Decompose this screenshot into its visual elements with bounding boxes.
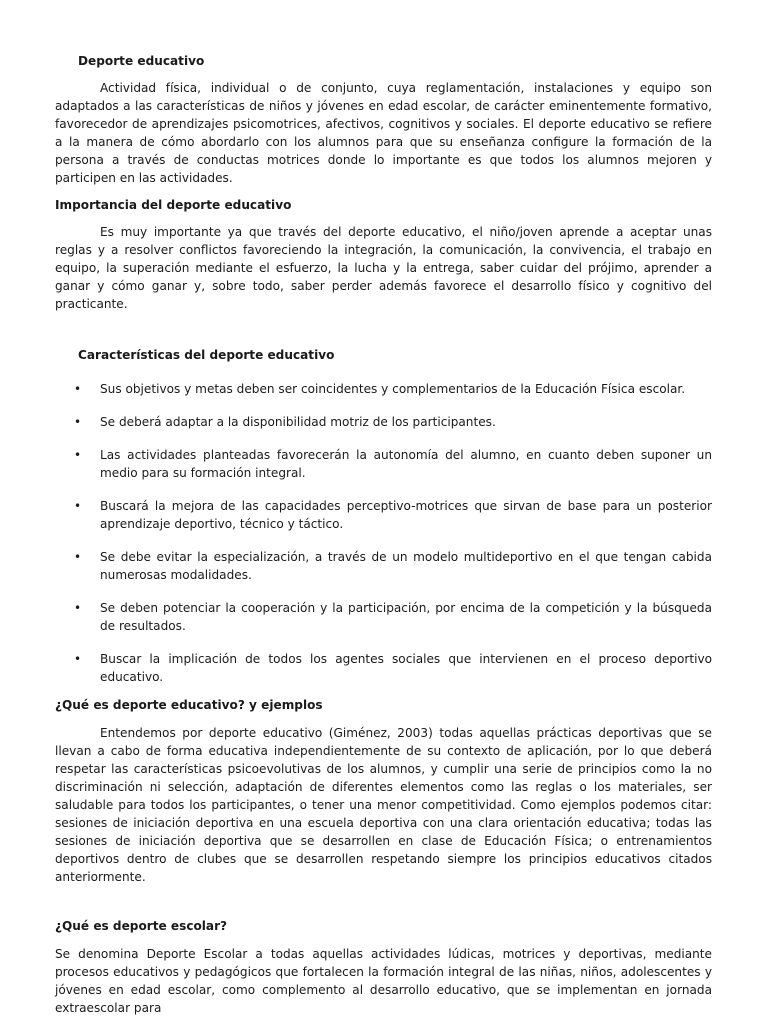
- list-item: [55, 599, 712, 635]
- document-page: [55, 52, 712, 1017]
- list-item-text: Se deberá adaptar a la disponibilidad motriz de los participantes.: [100, 415, 496, 429]
- paragraph-que-es-deporte-educativo: Entendemos por deporte educativo (Giménez, 2003) todas aquellas prácticas deportivas que se llevan a cabo de forma educativa independientemente de su contexto de aplicación, por lo que deberá respetar las características psicoevolutivas de los alumnos, y cumplir una serie de principios como la no discriminación ni selección, adaptación de diferentes elementos como las reglas o los materiales, ser saludable para todos los participantes, o tener una menor competitividad. Como ejemplos podemos citar: sesiones de iniciación deportiva en una escuela deportiva con una clara orientación educativa; todas las sesiones de iniciación deportiva que se desarrollen en clase de Educación Física; o entrenamientos deportivos dentro de clubes que se desarrollen respetando siempre los principios educativos citados anteriormente.: [55, 726, 712, 884]
- list-item: [55, 497, 712, 533]
- list-item-text: Sus objetivos y metas deben ser coincidentes y complementarios de la Educación Física escolar.: [100, 382, 686, 396]
- bullet-icon: •: [74, 550, 82, 564]
- bullet-icon: •: [74, 448, 82, 462]
- heading-deporte-escolar: ¿Qué es deporte escolar?: [55, 919, 228, 933]
- heading-importancia: Importancia del deporte educativo: [55, 198, 292, 212]
- bullet-icon: •: [74, 601, 82, 615]
- list-item: [55, 650, 712, 686]
- list-item-text: Buscar la implicación de todos los agentes sociales que intervienen en el proceso deportivo educativo.: [100, 652, 712, 684]
- paragraph-deporte-escolar: Se denomina Deporte Escolar a todas aquellas actividades lúdicas, motrices y deportivas, mediante procesos educativos y pedagógicos que fortalecen la formación integral de las niñas, niños, adolescentes y jóvenes en edad escolar, como complemento al desarrollo educativo, que se implementan en jornada extraescolar para: [55, 947, 712, 1015]
- list-item-text: Las actividades planteadas favorecerán la autonomía del alumno, en cuanto deben suponer un medio para su formación integral.: [100, 448, 712, 480]
- heading-deporte-educativo: Deporte educativo: [78, 54, 205, 68]
- paragraph-deporte-educativo: Actividad física, individual o de conjunto, cuya reglamentación, instalaciones y equipo son adaptados a las características de niños y jóvenes en edad escolar, de carácter eminentemente formativo, favorecedor de aprendizajes psicomotrices, afectivos, cognitivos y sociales. El deporte educativo se refiere a la manera de cómo abordarlo con los alumnos para que su enseñanza configure la formación de la persona a través de conductas motrices donde lo importante es que todos los alumnos mejoren y participen en las actividades.: [55, 81, 712, 185]
- heading-caracteristicas: Características del deporte educativo: [78, 348, 335, 362]
- heading-que-es-deporte-educativo: ¿Qué es deporte educativo? y ejemplos: [55, 698, 323, 712]
- paragraph-importancia: Es muy importante ya que través del deporte educativo, el niño/joven aprende a aceptar unas reglas y a resolver conflictos favoreciendo la integración, la comunicación, la convivencia, el trabajo en equipo, la superación mediante el esfuerzo, la lucha y la entrega, saber cuidar del prójimo, aprender a ganar y cómo ganar y, sobre todo, saber perder además favorece el desarrollo físico y cognitivo del practicante.: [55, 225, 712, 311]
- bullet-icon: •: [74, 499, 82, 513]
- list-item: [55, 446, 712, 482]
- list-item-text: Se debe evitar la especialización, a través de un modelo multideportivo en el que tengan cabida numerosas modalidades.: [100, 550, 712, 582]
- bullet-icon: •: [74, 652, 82, 666]
- list-item-text: Buscará la mejora de las capacidades perceptivo-motrices que sirvan de base para un posterior aprendizaje deportivo, técnico y táctico.: [100, 499, 712, 531]
- caracteristicas-list: [55, 380, 712, 686]
- bullet-icon: •: [74, 382, 82, 396]
- list-item-text: Se deben potenciar la cooperación y la participación, por encima de la competición y la búsqueda de resultados.: [100, 601, 712, 633]
- list-item: [55, 380, 712, 398]
- list-item: [55, 548, 712, 584]
- list-item: [55, 413, 712, 431]
- bullet-icon: •: [74, 415, 82, 429]
